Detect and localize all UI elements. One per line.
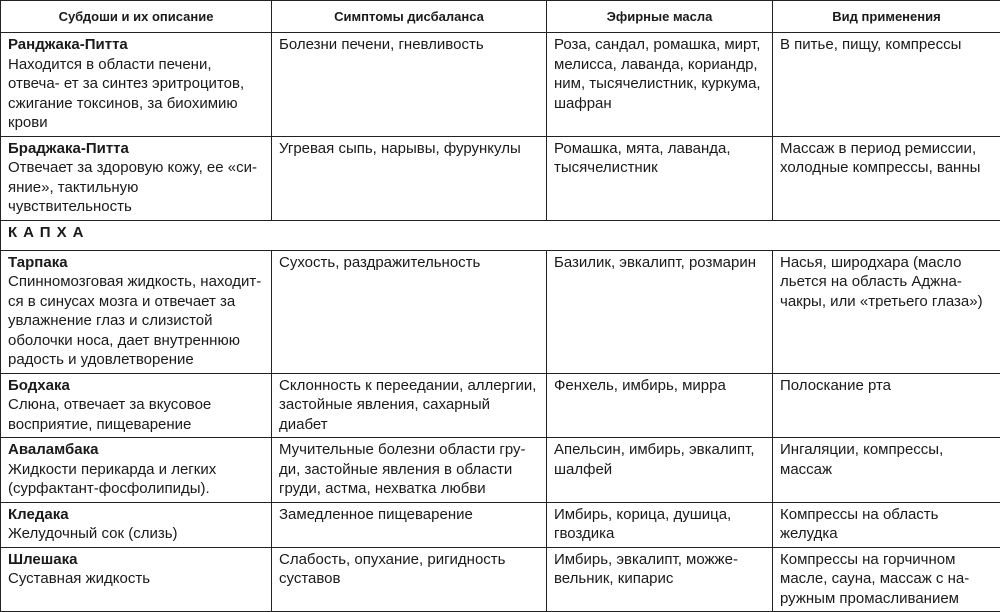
subdosha-description: Суставная жидкость: [8, 569, 264, 589]
application-cell: Массаж в период ремиссии, холодные компрессы, ванны: [773, 136, 1000, 220]
subdosha-name: Бодхака: [8, 376, 264, 396]
subdosha-description: Спинномозговая жидкость, находит- ся в синусах мозга и отвечает за увлажнение глаз и слизистой оболочки носа, дает внутреннюю радость и удовлетворение: [8, 272, 264, 370]
subdosha-description: Находится в области печени, отвеча- ет за синтез эритроцитов, сжигание токсинов, за биохимию крови: [8, 55, 264, 133]
table-body: [1, 33, 1000, 612]
section-row: [1, 220, 1000, 250]
oils-cell: Фенхель, имбирь, мирра: [547, 373, 773, 438]
symptoms-cell: Замедленное пищеварение: [272, 502, 547, 547]
symptoms-cell: Слабость, опухание, ригидность суставов: [272, 547, 547, 612]
header-subdosha: Субдоши и их описание: [1, 1, 272, 33]
symptoms-cell: Угревая сыпь, нарывы, фурункулы: [272, 136, 547, 220]
subdosha-name: Шлешака: [8, 550, 264, 570]
subdosha-cell: [1, 438, 272, 503]
table-row: [1, 250, 1000, 373]
subdosha-cell: [1, 547, 272, 612]
symptoms-cell: Мучительные болезни области гру- ди, застойные явления в области груди, астма, нехватка любви: [272, 438, 547, 503]
application-cell: В питье, пищу, компрессы: [773, 33, 1000, 137]
oils-cell: Роза, сандал, ромашка, мирт, мелисса, лаванда, кориандр, ним, тысячелистник, куркума, шафран: [547, 33, 773, 137]
oils-cell: Имбирь, эвкалипт, можже- вельник, кипарис: [547, 547, 773, 612]
application-cell: Ингаляции, компрессы, массаж: [773, 438, 1000, 503]
table-row: [1, 33, 1000, 137]
application-cell: Компрессы на область желудка: [773, 502, 1000, 547]
oils-cell: Имбирь, корица, душица, гвоздика: [547, 502, 773, 547]
header-application: Вид применения: [773, 1, 1000, 33]
subdosha-name: Тарпака: [8, 253, 264, 273]
application-cell: Компрессы на горчичном масле, сауна, массаж с на- ружным промасливанием: [773, 547, 1000, 612]
header-oils: Эфирные масла: [547, 1, 773, 33]
table-row: [1, 373, 1000, 438]
symptoms-cell: Склонность к переедании, аллергии, застойные явления, сахарный диабет: [272, 373, 547, 438]
subdosha-cell: [1, 33, 272, 137]
oils-cell: Ромашка, мята, лаванда, тысячелистник: [547, 136, 773, 220]
application-cell: Полоскание рта: [773, 373, 1000, 438]
header-row: [1, 1, 1000, 33]
symptoms-cell: Сухость, раздражительность: [272, 250, 547, 373]
subdosha-name: Аваламбака: [8, 440, 264, 460]
subdosha-name: Ранджака-Питта: [8, 35, 264, 55]
subdosha-name: Кледака: [8, 505, 264, 525]
table-row: [1, 547, 1000, 612]
table-header: [1, 1, 1000, 33]
subdosha-cell: [1, 250, 272, 373]
table-row: [1, 502, 1000, 547]
table-row: [1, 136, 1000, 220]
table-row: [1, 438, 1000, 503]
subdosha-description: Жидкости перикарда и легких (сурфактант-фосфолипиды).: [8, 460, 264, 499]
subdosha-cell: [1, 502, 272, 547]
subdosha-description: Слюна, отвечает за вкусовое восприятие, пищеварение: [8, 395, 264, 434]
subdosha-cell: [1, 136, 272, 220]
subdosha-name: Браджака-Питта: [8, 139, 264, 159]
symptoms-cell: Болезни печени, гневливость: [272, 33, 547, 137]
header-symptoms: Симптомы дисбаланса: [272, 1, 547, 33]
subdosha-description: Отвечает за здоровую кожу, ее «си- яние», тактильную чувствительность: [8, 158, 264, 217]
subdosha-cell: [1, 373, 272, 438]
subdosha-description: Желудочный сок (слизь): [8, 524, 264, 544]
section-title: КАПХА: [1, 220, 1000, 250]
oils-cell: Апельсин, имбирь, эвкалипт, шалфей: [547, 438, 773, 503]
application-cell: Насья, широдхара (масло льется на область Аджна- чакры, или «третьего глаза»): [773, 250, 1000, 373]
oils-cell: Базилик, эвкалипт, розмарин: [547, 250, 773, 373]
